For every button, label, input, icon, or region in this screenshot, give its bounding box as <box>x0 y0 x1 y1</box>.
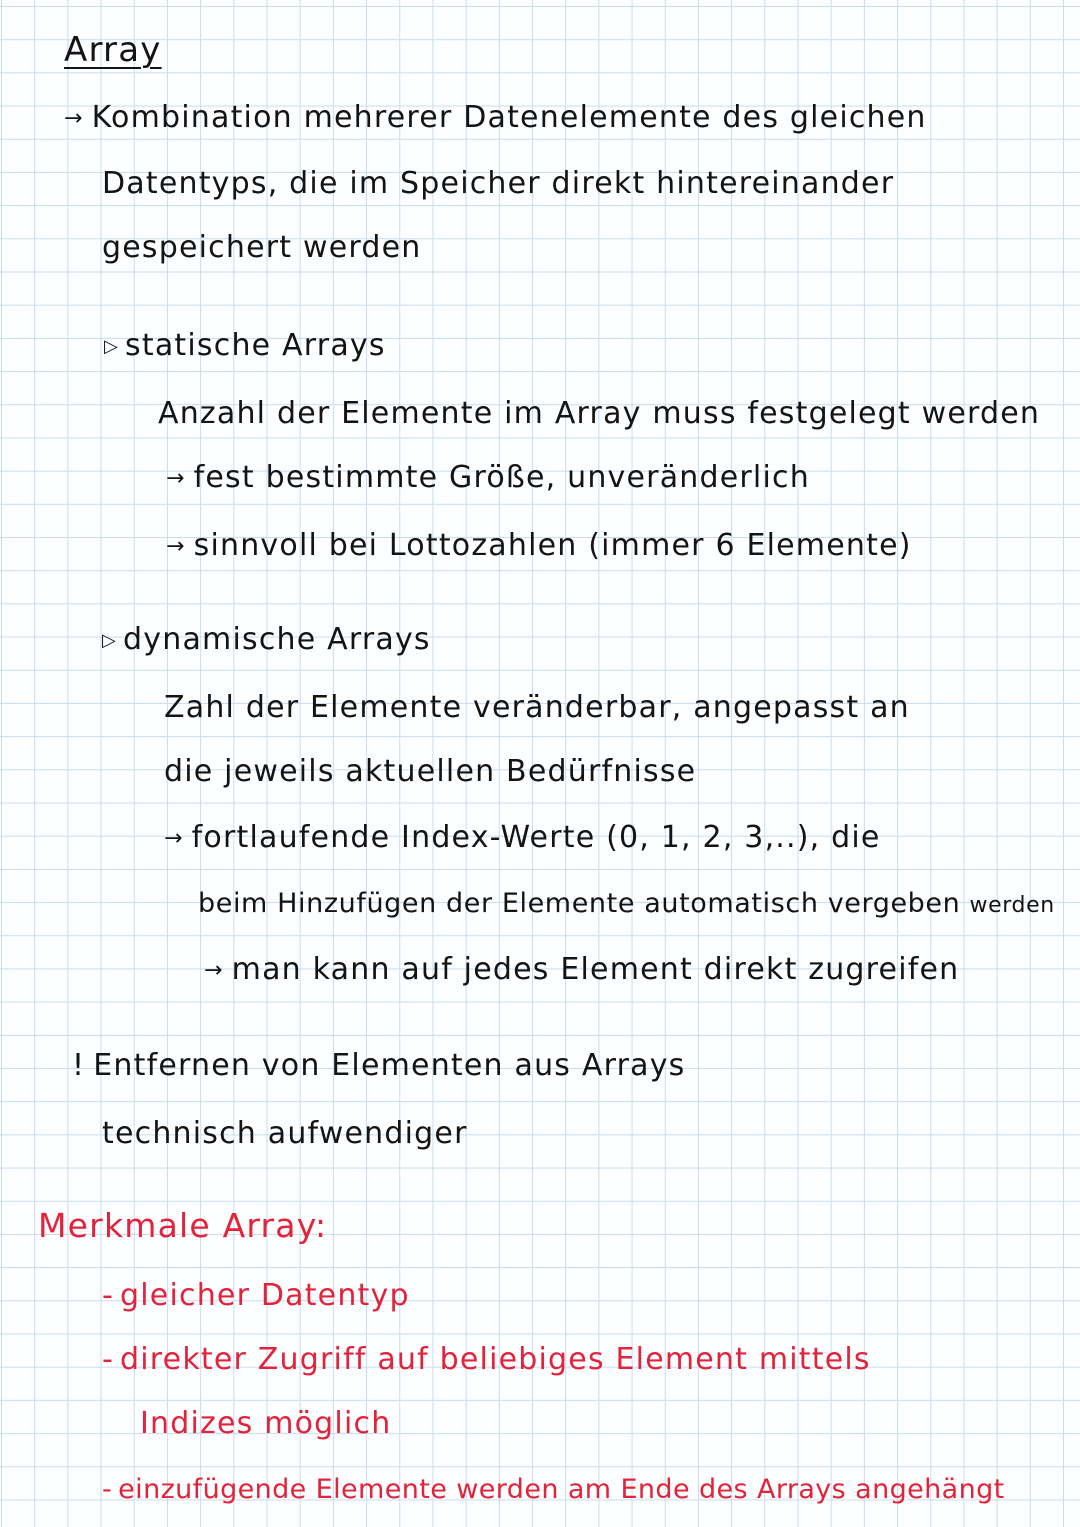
features-item-2-text: direkter Zugriff auf beliebiges Element mittels <box>120 1342 871 1377</box>
dynamic-arrays-point-1-cont-end: werden <box>969 893 1055 918</box>
dynamic-arrays-text-2: die jeweils aktuellen Bedürfnisse <box>164 754 697 789</box>
arrow-icon: → <box>166 533 186 559</box>
exclamation-icon: ! <box>72 1048 86 1083</box>
features-item-2-continued: Indizes möglich <box>140 1406 392 1441</box>
static-arrays-heading <box>104 326 386 367</box>
dynamic-arrays-point-1-text: fortlaufende Index-Werte (0, 1, 2, 3,..), die <box>191 820 881 855</box>
dynamic-arrays-point-2 <box>204 950 959 991</box>
arrow-icon: → <box>166 465 186 491</box>
static-arrays-point-1 <box>166 458 810 499</box>
dynamic-arrays-point-2-text: man kann auf jedes Element direkt zugreifen <box>231 952 960 987</box>
note-line-1 <box>72 1046 685 1086</box>
definition-text-1: Kombination mehrerer Datenelemente des gleichen <box>91 100 927 135</box>
dynamic-arrays-point-1-cont-text: beim Hinzufügen der Elemente automatisch vergeben <box>198 888 961 919</box>
arrow-icon: → <box>204 957 224 983</box>
dynamic-arrays-heading-text: dynamische Arrays <box>123 622 431 657</box>
static-arrays-text: Anzahl der Elemente im Array muss festgelegt werden <box>158 396 1041 431</box>
arrow-icon: → <box>164 825 184 851</box>
static-arrays-point-2-text: sinnvoll bei Lottozahlen (immer 6 Elemente) <box>193 528 912 563</box>
definition-line-2: Datentyps, die im Speicher direkt hintereinander <box>102 166 895 201</box>
arrow-icon: → <box>64 105 84 131</box>
static-arrays-point-1-text: fest bestimmte Größe, unveränderlich <box>193 460 810 495</box>
note-line-2: technisch aufwendiger <box>102 1116 468 1151</box>
definition-line-1 <box>64 98 927 139</box>
note-text-1: Entfernen von Elementen aus Arrays <box>93 1048 686 1083</box>
dynamic-arrays-heading <box>102 620 431 661</box>
dynamic-arrays-text-1: Zahl der Elemente veränderbar, angepasst an <box>164 690 910 725</box>
dynamic-arrays-point-1-continued <box>198 884 1055 926</box>
features-item-3-text: einzufügende Elemente werden am Ende des Arrays angehängt <box>118 1474 1005 1505</box>
features-item-1 <box>102 1276 410 1316</box>
static-arrays-heading-text: statische Arrays <box>125 328 386 363</box>
static-arrays-point-2 <box>166 526 912 567</box>
features-item-1-text: gleicher Datentyp <box>120 1278 410 1313</box>
dash-bullet: - <box>102 1342 115 1377</box>
definition-line-3: gespeichert werden <box>102 230 422 265</box>
features-heading: Merkmale Array: <box>38 1206 328 1245</box>
dynamic-arrays-point-1 <box>164 818 881 859</box>
triangle-bullet-icon: ▷ <box>102 629 118 651</box>
dash-bullet: - <box>102 1474 113 1505</box>
dash-bullet: - <box>102 1278 115 1313</box>
triangle-bullet-icon: ▷ <box>104 335 120 357</box>
page-title: Array <box>64 30 162 70</box>
features-item-3 <box>102 1470 1005 1510</box>
features-item-2 <box>102 1340 871 1380</box>
